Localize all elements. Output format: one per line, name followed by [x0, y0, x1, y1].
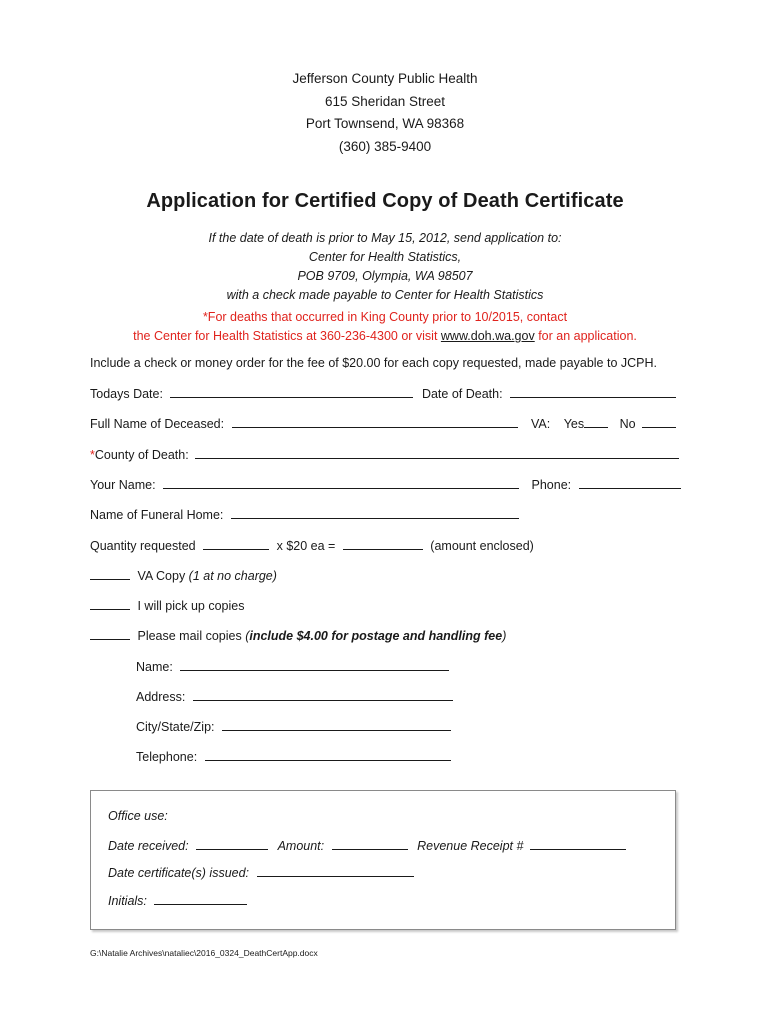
- mail-city-field[interactable]: [222, 718, 451, 731]
- king-notice-line-1: *For deaths that occurred in King County prior to 10/2015, contact: [202, 310, 568, 324]
- amount-enclosed-label: (amount enclosed): [430, 539, 534, 553]
- revenue-receipt-label: Revenue Receipt #: [417, 839, 524, 853]
- pickup-field[interactable]: [90, 597, 130, 610]
- full-name-field[interactable]: [232, 415, 518, 428]
- mail-address-field[interactable]: [193, 688, 453, 701]
- mail-field[interactable]: [90, 627, 130, 640]
- king-notice-text-a: the Center for Health Statistics at 360-236-4300 or visit: [133, 329, 441, 343]
- your-name-label: Your Name:: [90, 478, 156, 492]
- mail-city-label: City/State/Zip:: [136, 720, 215, 734]
- va-copy-field[interactable]: [90, 567, 130, 580]
- todays-date-field[interactable]: [170, 385, 413, 398]
- mail-label: Please mail copies: [137, 629, 246, 643]
- va-copy-note: (1 at no charge): [188, 569, 277, 583]
- date-of-death-label: Date of Death:: [421, 387, 503, 401]
- king-county-notice: [0, 308, 770, 346]
- date-received-label: Date received:: [108, 839, 189, 853]
- mail-note-close: ): [502, 629, 507, 643]
- amount-field[interactable]: [343, 537, 423, 550]
- office-use-box: [90, 790, 676, 930]
- initials-field[interactable]: [154, 892, 247, 905]
- office-amount-field[interactable]: [332, 837, 408, 850]
- mail-telephone-row: [136, 748, 451, 764]
- your-name-row: [90, 476, 681, 492]
- initials-label: Initials:: [108, 894, 147, 908]
- va-no-label: No: [619, 417, 636, 431]
- prior-date-notice: [0, 229, 770, 305]
- mail-telephone-field[interactable]: [205, 748, 451, 761]
- fee-note: Include a check or money order for the fee of $20.00 for each copy requested, made payable to JCPH.: [90, 356, 657, 370]
- county-of-death-row: [90, 446, 679, 462]
- doh-website-link[interactable]: www.doh.wa.gov: [440, 329, 535, 343]
- agency-name: Jefferson County Public Health: [292, 71, 478, 86]
- mail-name-field[interactable]: [180, 658, 449, 671]
- full-name-label: Full Name of Deceased:: [90, 417, 225, 431]
- your-name-field[interactable]: [163, 476, 519, 489]
- king-notice-text-b: for an application.: [534, 329, 637, 343]
- funeral-home-label: Name of Funeral Home:: [90, 508, 224, 522]
- agency-address-block: [0, 68, 770, 158]
- pickup-option: [90, 597, 244, 613]
- office-use-heading: Office use:: [108, 809, 168, 823]
- date-received-field[interactable]: [196, 837, 268, 850]
- va-yes-field[interactable]: [584, 415, 608, 428]
- mail-name-label: Name:: [136, 660, 173, 674]
- va-copy-label: VA Copy: [137, 569, 189, 583]
- prior-notice-line-1: If the date of death is prior to May 15, 2012, send application to:: [208, 231, 562, 245]
- mail-address-row: [136, 688, 453, 704]
- required-asterisk: *: [90, 448, 95, 462]
- pickup-label: I will pick up copies: [137, 599, 245, 613]
- va-no-field[interactable]: [642, 415, 676, 428]
- va-copy-option: [90, 567, 277, 583]
- agency-city: Port Townsend, WA 98368: [305, 116, 465, 131]
- mail-address-label: Address:: [136, 690, 186, 704]
- prior-notice-line-3: POB 9709, Olympia, WA 98507: [297, 269, 473, 283]
- quantity-label: Quantity requested: [90, 539, 196, 553]
- prior-notice-line-2: Center for Health Statistics,: [308, 250, 462, 264]
- mail-name-row: [136, 658, 449, 674]
- mail-telephone-label: Telephone:: [136, 750, 198, 764]
- va-yes-label: Yes: [563, 417, 585, 431]
- date-issued-row: [108, 864, 414, 880]
- king-notice-line-2: [0, 327, 770, 346]
- agency-street: 615 Sheridan Street: [324, 93, 446, 109]
- file-path-footer: G:\Natalie Archives\nataliec\2016_0324_DeathCertApp.docx: [90, 948, 318, 958]
- mail-note-open: (: [245, 629, 250, 643]
- office-receipt-row: [108, 837, 626, 853]
- date-of-death-field[interactable]: [510, 385, 676, 398]
- date-issued-label: Date certificate(s) issued:: [108, 866, 250, 880]
- office-amount-label: Amount:: [277, 839, 325, 853]
- initials-row: [108, 892, 247, 908]
- revenue-receipt-field[interactable]: [530, 837, 626, 850]
- agency-phone: (360) 385-9400: [338, 138, 432, 154]
- quantity-field[interactable]: [203, 537, 269, 550]
- price-each-label: x $20 ea =: [276, 539, 336, 553]
- document-title: Application for Certified Copy of Death Certificate: [146, 190, 624, 212]
- funeral-home-field[interactable]: [231, 506, 519, 519]
- county-of-death-label: County of Death:: [94, 448, 189, 462]
- county-of-death-field[interactable]: [195, 446, 679, 459]
- va-row: [531, 415, 676, 431]
- va-label: VA:: [531, 417, 551, 431]
- deceased-name-row: [90, 415, 518, 431]
- phone-field[interactable]: [579, 476, 681, 489]
- funeral-home-row: [90, 506, 519, 522]
- quantity-row: [90, 537, 534, 553]
- mail-note: include $4.00 for postage and handling fee: [249, 629, 503, 643]
- mail-city-row: [136, 718, 451, 734]
- todays-date-label: Todays Date:: [90, 387, 163, 401]
- mail-option: [90, 627, 506, 643]
- phone-label: Phone:: [531, 478, 572, 492]
- todays-date-row: [90, 385, 676, 401]
- prior-notice-line-4: with a check made payable to Center for Health Statistics: [226, 288, 544, 302]
- date-issued-field[interactable]: [257, 864, 414, 877]
